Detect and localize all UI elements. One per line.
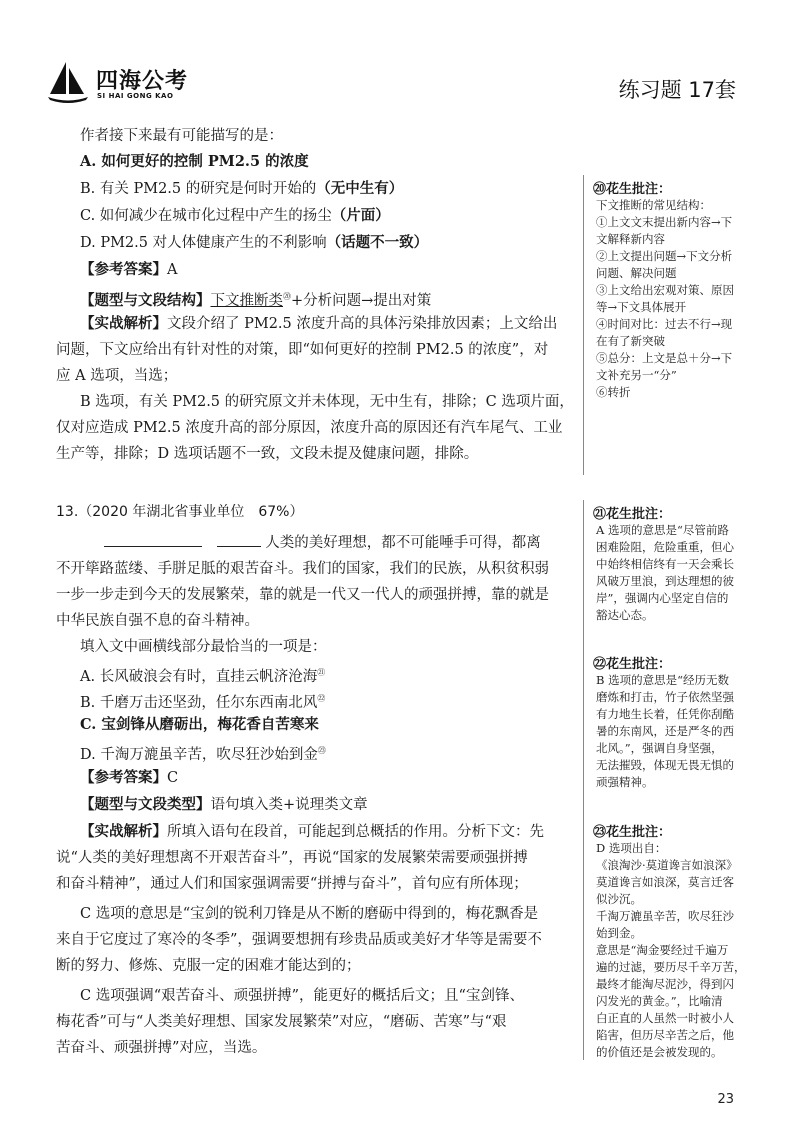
- option-b: [80, 179, 403, 199]
- note-line: 《浪淘沙·莫道谗言如浪深》: [596, 858, 738, 872]
- type-text: +分析问题→提出对策: [291, 292, 432, 309]
- answer-value: A: [167, 262, 178, 278]
- question-text: 作者接下来最有可能描写的是：: [80, 128, 283, 144]
- note-line: 意思是“淘金要经过千遍万: [596, 943, 729, 957]
- logo: [44, 58, 224, 108]
- note-line: 无法摧毁，体现无畏无惧的: [596, 758, 734, 772]
- analysis-line: B 选项，有关 PM2.5 的研究原文并未体现，无中生有，排除；C 选项片面，: [80, 394, 574, 410]
- note-line: A 选项的意思是“尽管前路: [596, 523, 729, 537]
- note-line: 中始终相信终有一天会乘长: [596, 557, 734, 571]
- analysis-line: 断的努力、修炼、克服一定的困难才能达到的；: [56, 958, 361, 974]
- analysis-line: 来自于它度过了寒冷的冬季”，强调要想拥有珍贵品质或美好才华等是需要不: [56, 932, 542, 948]
- option-text: D. PM2.5 对人体健康产生的不利影响: [80, 235, 327, 251]
- note-line: 文解释新内容: [596, 232, 665, 246]
- note-title: ⑳花生批注：: [593, 182, 672, 197]
- note-line: ⑤总分：上文是总＋分→下: [596, 351, 733, 365]
- analysis-line: 生产等，排除；D 选项话题不一致，文段未提及健康问题，排除。: [56, 446, 479, 462]
- note-line: 陷害，但历尽辛苦之后，他: [596, 1028, 734, 1042]
- note-line: 风破万里浪，到达理想的彼: [596, 574, 734, 588]
- note-line: D 选项出自：: [596, 841, 667, 855]
- analysis-line: [80, 314, 557, 334]
- note-line: ③上文给出宏观对策、原因: [596, 283, 734, 297]
- analysis-line: 说“人类的美好理想离不开艰苦奋斗”，再说“国家的发展繁荣需要顽强拼搏: [56, 850, 528, 866]
- note-line: 问题、解决问题: [596, 266, 677, 280]
- analysis-line: [80, 822, 544, 842]
- note-ref: ㉓: [317, 746, 326, 755]
- note-line: 的价值还是会被发现的。: [596, 1045, 723, 1059]
- logo-text-en: SI HAI GONG KAO: [97, 92, 174, 100]
- note-line: 文补充另一“分”: [596, 368, 677, 382]
- note-line: 磨炼和打击，竹子依然坚强: [596, 690, 734, 704]
- blank-line: [104, 533, 202, 547]
- type-label: 【题型与文段类型】: [80, 796, 211, 813]
- note-line: 闪发光的黄金。”，比喻清: [596, 994, 723, 1008]
- option-text: D. 千淘万漉虽辛苦，吹尽狂沙始到金: [80, 746, 318, 763]
- passage-line: [56, 533, 541, 553]
- option-text: A. 长风破浪会有时，直挂云帆济沧海: [80, 668, 318, 685]
- option-text: C. 如何减少在城市化过程中产生的扬尘: [80, 208, 332, 224]
- page-title: 练习题 17套: [618, 78, 736, 102]
- option-a: [80, 152, 309, 172]
- note-title: ㉓花生批注：: [593, 825, 672, 840]
- note-line: ④时间对比：过去不行→现: [596, 317, 733, 331]
- analysis-label: 【实战解析】: [80, 823, 167, 840]
- note-line: ①上文文末提出新内容→下: [596, 215, 733, 229]
- note-line: 最终才能淘尽泥沙，得到闪: [596, 977, 734, 991]
- option-text: A. 如何更好的控制 PM2.5 的浓度: [80, 153, 309, 170]
- option-d: [80, 233, 428, 253]
- answer-label: 【参考答案】: [80, 261, 167, 278]
- answer-label: 【参考答案】: [80, 769, 167, 786]
- note-line: 岸”，强调内心坚定自信的: [596, 591, 729, 605]
- option-note: （无中生有）: [316, 180, 404, 197]
- passage-line: 中华民族自强不息的奋斗精神。: [56, 613, 259, 629]
- passage-line: 一步一步走到今天的发展繁荣，靠的就是一代又一代人的顽强拼搏，靠的就是: [56, 587, 549, 603]
- note-line: 豁达心态。: [596, 608, 654, 622]
- note-line: 遍的过滤，要历尽千辛万苦，: [596, 960, 746, 974]
- note-line: ②上文提出问题→下文分析: [596, 249, 733, 263]
- option-c: [80, 715, 319, 735]
- note-line: 暑的东南风，还是严冬的西: [596, 724, 734, 738]
- note-line: 千淘万漉虽辛苦，吹尽狂沙: [596, 909, 734, 923]
- note-line: 在有了新突破: [596, 334, 665, 348]
- note-line: 莫道谗言如浪深，莫言迁客: [596, 875, 734, 889]
- option-note: （片面）: [331, 207, 390, 224]
- analysis-line: C 选项强调“艰苦奋斗、顽强拼搏”，能更好的概括后文；且“宝剑锋、: [80, 988, 524, 1004]
- sailboat-logo-icon: [44, 58, 92, 106]
- option-text: B. 千磨万击还坚劲，任尔东西南北风: [80, 694, 318, 711]
- note-line: 有力地生长着，任凭你刮酷: [596, 707, 734, 721]
- option-text: C. 宝剑锋从磨砺出，梅花香自苦寒来: [80, 716, 319, 733]
- note-line: B 选项的意思是“经历无数: [596, 673, 729, 687]
- note-title: ㉒花生批注：: [593, 657, 672, 672]
- note-line: 困难险阻，危险重重，但心: [596, 540, 734, 554]
- analysis-line: 和奋斗精神”，通过人们和国家强调需要“拼搏与奋斗”，首句应有所体现；: [56, 876, 528, 892]
- analysis-label: 【实战解析】: [80, 315, 167, 332]
- analysis-text: 所填入语句在段首，可能起到总概括的作用。分析下文：先: [167, 824, 544, 840]
- passage-line: 不开筚路蓝缕、手胼足胝的艰苦奋斗。我们的国家，我们的民族，从积贫积弱: [56, 561, 549, 577]
- note-line: 下文推断的常见结构：: [596, 198, 711, 212]
- question-prompt: 填入文中画横线部分最恰当的一项是：: [80, 639, 327, 655]
- note-line: 等→下文具体展开: [596, 300, 687, 314]
- blank-line: [217, 533, 261, 547]
- notes-divider: [583, 500, 584, 1060]
- note-line: ⑥转折: [596, 385, 631, 399]
- question-heading: 13.（2020 年湖北省事业单位 67%）: [56, 504, 304, 520]
- option-d: [80, 741, 326, 765]
- type-label: 【题型与文段结构】: [80, 291, 211, 309]
- notes-divider: [583, 175, 584, 475]
- logo-text-cn: 四海公考: [96, 69, 189, 94]
- page-number: 23: [717, 1092, 734, 1107]
- option-b: [80, 689, 325, 713]
- note-ref: ㉑: [317, 668, 326, 677]
- option-note: （话题不一致）: [326, 234, 429, 251]
- option-c: [80, 206, 390, 226]
- note-line: 白正直的人虽然一时被小人: [596, 1011, 734, 1025]
- passage-text: 人类的美好理想，都不可能唾手可得，都离: [265, 535, 541, 551]
- analysis-line: 应 A 选项，当选；: [56, 368, 178, 384]
- type-text: 语句填入类+说理类文章: [210, 797, 368, 813]
- option-a: [80, 663, 325, 687]
- analysis-line: 苦奋斗、顽强拼搏”对应，当选。: [56, 1040, 267, 1056]
- analysis-line: C 选项的意思是“宝剑的锐利刀锋是从不断的磨砺中得到的，梅花飘香是: [80, 906, 539, 922]
- answer-line: [80, 260, 177, 280]
- type-line: [80, 287, 431, 311]
- analysis-line: 问题，下文应给出有针对性的对策，即“如何更好的控制 PM2.5 的浓度”，对: [56, 342, 549, 358]
- answer-line: [80, 768, 178, 788]
- note-title: ㉑花生批注：: [593, 507, 672, 522]
- note-ref: ㉒: [317, 694, 326, 703]
- analysis-line: 梅花香”可与“人类美好理想、国家发展繁荣”对应，“磨砺、苦寒”与“艰: [56, 1014, 507, 1030]
- note-line: 始到金。: [596, 926, 642, 940]
- note-line: 似沙沉。: [596, 892, 642, 906]
- type-line: [80, 795, 368, 815]
- type-text: 下文推断类: [210, 292, 283, 309]
- analysis-line: 仅对应造成 PM2.5 浓度升高的部分原因，浓度升高的原因还有汽车尾气、工业: [56, 420, 563, 436]
- note-line: 顽强精神。: [596, 775, 654, 789]
- note-line: 北风。”，强调自身坚强，: [596, 741, 723, 755]
- answer-value: C: [167, 770, 179, 786]
- note-ref: ⑳: [283, 292, 291, 301]
- option-text: B. 有关 PM2.5 的研究是何时开始的: [80, 181, 317, 197]
- analysis-text: 文段介绍了 PM2.5 浓度升高的具体污染排放因素；上文给出: [167, 316, 558, 332]
